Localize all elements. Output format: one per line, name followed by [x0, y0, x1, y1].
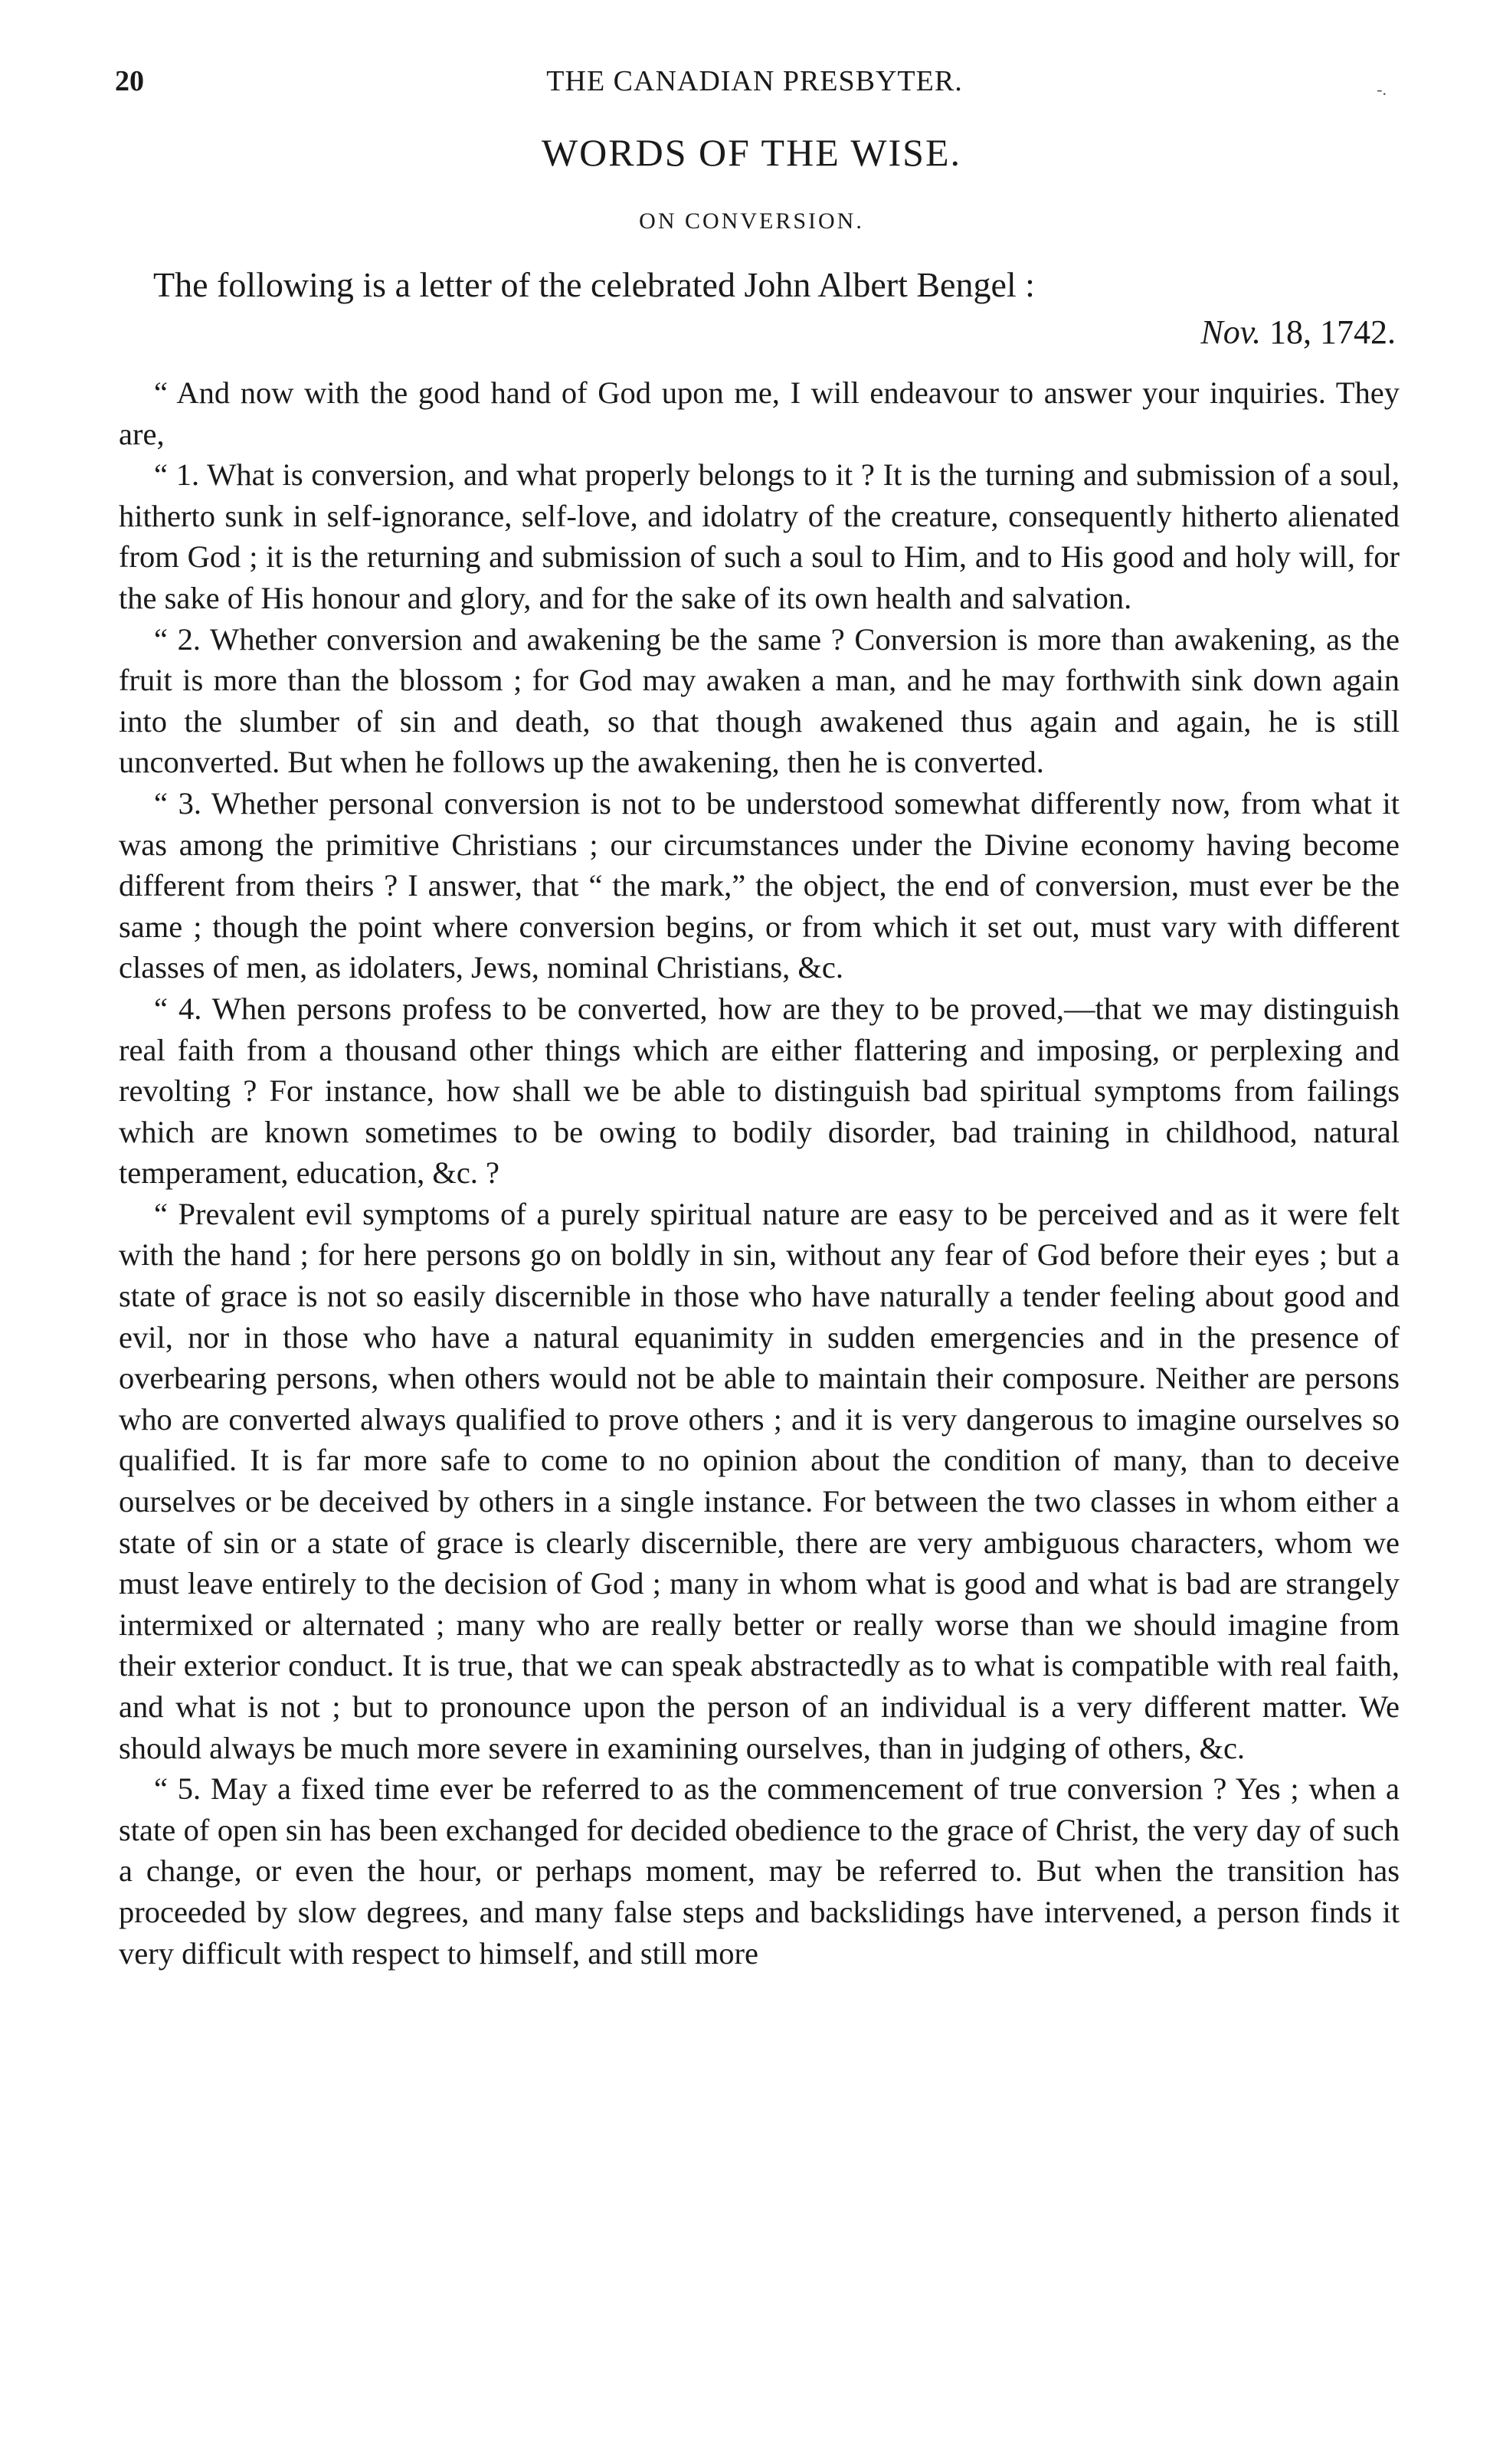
- paragraph: “ Prevalent evil symptoms of a purely spiritual nature are easy to be perceived and as it were felt with the hand ; for here persons go on boldly in sin, without any fear of God before their eyes ; but a state of grace is not so easily discernible in those who have naturally a tender feeling about good and evil, nor in those who have a natural equanimity in sudden emergencies and in the presence of overbearing persons, when others would not be able to maintain their composure. Neither are persons who are converted always qualified to prove others ; and it is very dangerous to imagine ourselves so qualified. It is far more safe to come to no opinion about the condition of many, than to deceive ourselves or be deceived by others in a single instance. For between the two classes in whom either a state of sin or a state of grace is clearly discernible, there are very ambiguous characters, whom we must leave entirely to the decision of God ; many in whom what is good and what is bad are strangely intermixed or alternated ; many who are really better or really worse than we should imagine from their exterior conduct. It is true, that we can speak abstractedly as to what is compatible with real faith, and what is not ; but to pronounce upon the person of an individual is a very different matter. We should always be much more severe in examining ourselves, than in judging of others, &c.: [119, 1196, 1400, 1765]
- article-body: [119, 372, 1400, 1974]
- paragraph: “ 2. Whether conversion and awakening be the same ? Conversion is more than awakening, as the fruit is more than the blossom ; for God may awaken a man, and he may forthwith sink down again into the slumber of sin and death, so that though awakened thus again and again, he is still unconverted. But when he follows up the awakening, then he is converted.: [119, 621, 1400, 780]
- running-head: [115, 64, 1394, 110]
- paragraph: “ And now with the good hand of God upon me, I will endeavour to answer your inquiries. They are,: [119, 375, 1400, 451]
- page-number: 20: [115, 65, 144, 97]
- dateline-rest: 18, 1742.: [1269, 313, 1396, 351]
- dateline-month: Nov.: [1200, 313, 1261, 351]
- paragraph: “ 1. What is conversion, and what properly belongs to it ? It is the turning and submission of a soul, hitherto sunk in self-ignorance, self-love, and idolatry of the creature, consequently hitherto alienated from God ; it is the returning and submission of such a soul to Him, and to His good and holy will, for the sake of His honour and glory, and for the sake of its own health and salvation.: [119, 457, 1400, 615]
- journal-title: THE CANADIAN PRESBYTER.: [546, 65, 963, 97]
- paragraph: “ 4. When persons profess to be converted, how are they to be proved,—that we may distinguish real faith from a thousand other things which are either flattering and imposing, or perplexing and revolting ? For instance, how shall we be able to distinguish bad spiritual symptoms from failings which are known sometimes to be owing to bodily disorder, bad training in childhood, natural temperament, education, &c. ?: [119, 991, 1400, 1191]
- intro-line: The following is a letter of the celebrated John Albert Bengel :: [153, 265, 1035, 304]
- corner-mark: -.: [1377, 80, 1387, 99]
- section-title: WORDS OF THE WISE.: [541, 131, 962, 174]
- paragraph: “ 3. Whether personal conversion is not to be understood somewhat differently now, from what it was among the primitive Christians ; our circumstances under the Divine economy having become different from theirs ? I answer, that “ the mark,” the object, the end of conversion, must ever be the same ; though the point where conversion begins, or from which it set out, must vary with different classes of men, as idolaters, Jews, nominal Christians, &c.: [119, 785, 1400, 985]
- paragraph: “ 5. May a fixed time ever be referred to as the commencement of true conversion ? Yes ; when a state of open sin has been exchanged for decided obedience to the grace of Christ, the very day of such a change, or even the hour, or perhaps moment, may be referred to. But when the transition has proceeded by slow degrees, and many false steps and backslidings have intervened, a person finds it very difficult with respect to himself, and still more: [119, 1771, 1400, 1971]
- dateline: [1200, 313, 1396, 352]
- subsection-title: ON CONVERSION.: [639, 208, 864, 234]
